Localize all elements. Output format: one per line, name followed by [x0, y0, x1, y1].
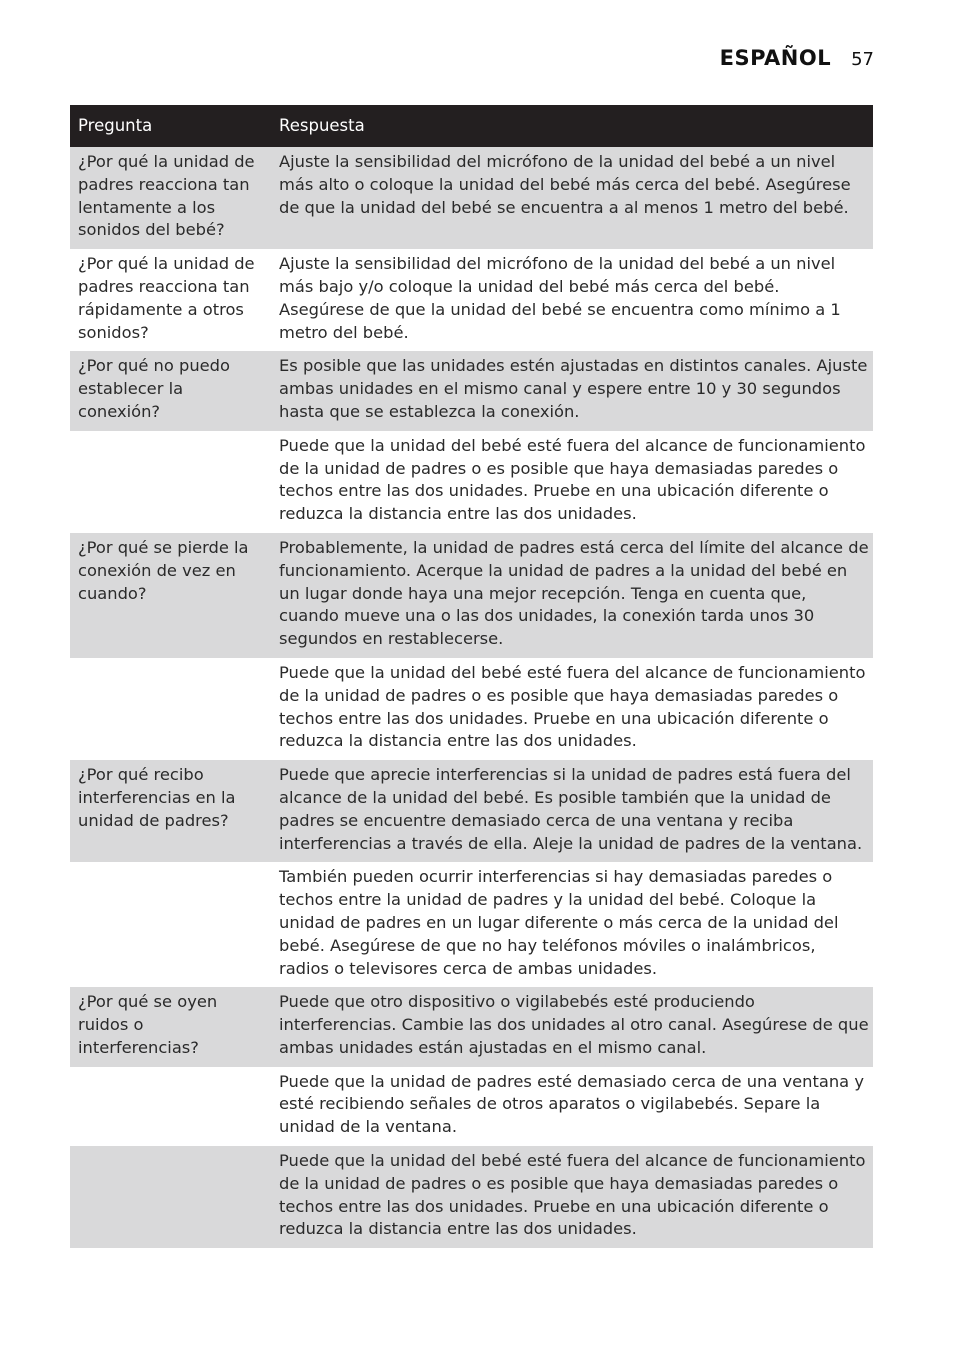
table-row: [70, 760, 873, 862]
table-row: [70, 533, 873, 658]
table-row: [70, 431, 873, 533]
table-header-row: [70, 105, 873, 147]
answer-cell: Puede que la unidad del bebé esté fuera del alcance de funcionamiento de la unidad de padres o es posible que haya demasiadas paredes o techos entre las dos unidades. Pruebe en una ubicación diferente o reduzca la distancia entre las dos unidades.: [272, 431, 873, 533]
column-header-question: Pregunta: [70, 105, 272, 147]
table-row: [70, 862, 873, 987]
question-cell: ¿Por qué la unidad de padres reacciona tan rápidamente a otros sonidos?: [70, 249, 272, 351]
question-cell: [70, 862, 272, 987]
answer-cell: Puede que la unidad del bebé esté fuera del alcance de funcionamiento de la unidad de padres o es posible que haya demasiadas paredes o techos entre las dos unidades. Pruebe en una ubicación diferente o reduzca la distancia entre las dos unidades.: [272, 658, 873, 760]
table-row: [70, 1067, 873, 1146]
table-row: [70, 351, 873, 430]
question-cell: ¿Por qué se oyen ruidos o interferencias?: [70, 987, 272, 1066]
answer-cell: Puede que la unidad del bebé esté fuera del alcance de funcionamiento de la unidad de padres o es posible que haya demasiadas paredes o techos entre las dos unidades. Pruebe en una ubicación diferente o reduzca la distancia entre las dos unidades.: [272, 1146, 873, 1248]
answer-cell: Ajuste la sensibilidad del micrófono de la unidad del bebé a un nivel más alto o coloque la unidad del bebé más cerca del bebé. Asegúrese de que la unidad del bebé se encuentra a al menos 1 metro del bebé.: [272, 147, 873, 249]
table-row: [70, 147, 873, 249]
page-number: 57: [851, 49, 874, 70]
answer-cell: Probablemente, la unidad de padres está cerca del límite del alcance de funcionamiento. Acerque la unidad de padres a la unidad del bebé en un lugar donde haya una mejor recepción. Tenga en cuenta que, cuando mueve una o las dos unidades, la conexión tarda unos 30 segundos en restablecerse.: [272, 533, 873, 658]
question-cell: ¿Por qué no puedo establecer la conexión?: [70, 351, 272, 430]
question-cell: ¿Por qué recibo interferencias en la unidad de padres?: [70, 760, 272, 862]
table-row: [70, 987, 873, 1066]
question-cell: ¿Por qué se pierde la conexión de vez en cuando?: [70, 533, 272, 658]
answer-cell: Ajuste la sensibilidad del micrófono de la unidad del bebé a un nivel más bajo y/o coloque la unidad del bebé más cerca del bebé. Asegúrese de que la unidad del bebé se encuentra como mínimo a 1 metro del bebé.: [272, 249, 873, 351]
answer-cell: Puede que aprecie interferencias si la unidad de padres está fuera del alcance de la unidad del bebé. Es posible también que la unidad de padres se encuentre demasiado cerca de una ventana y reciba interferencias a través de ella. Aleje la unidad de padres de la ventana.: [272, 760, 873, 862]
column-header-answer: Respuesta: [272, 105, 873, 147]
question-cell: [70, 1067, 272, 1146]
table-row: [70, 249, 873, 351]
page-header: [720, 46, 874, 70]
table-row: [70, 1146, 873, 1248]
answer-cell: Es posible que las unidades estén ajustadas en distintos canales. Ajuste ambas unidades en el mismo canal y espere entre 10 y 30 segundos hasta que se establezca la conexión.: [272, 351, 873, 430]
question-cell: [70, 658, 272, 760]
troubleshooting-table: [70, 105, 873, 1248]
answer-cell: También pueden ocurrir interferencias si hay demasiadas paredes o techos entre la unidad de padres y la unidad del bebé. Coloque la unidad de padres en un lugar diferente o más cerca de la unidad del bebé. Asegúrese de que no hay teléfonos móviles o inalámbricos, radios o televisores cerca de ambas unidades.: [272, 862, 873, 987]
question-cell: [70, 1146, 272, 1248]
language-label: ESPAÑOL: [719, 46, 832, 70]
question-cell: ¿Por qué la unidad de padres reacciona tan lentamente a los sonidos del bebé?: [70, 147, 272, 249]
question-cell: [70, 431, 272, 533]
answer-cell: Puede que la unidad de padres esté demasiado cerca de una ventana y esté recibiendo señales de otros aparatos o vigilabebés. Separe la unidad de la ventana.: [272, 1067, 873, 1146]
answer-cell: Puede que otro dispositivo o vigilabebés esté produciendo interferencias. Cambie las dos unidades al otro canal. Asegúrese de que ambas unidades están ajustadas en el mismo canal.: [272, 987, 873, 1066]
table-row: [70, 658, 873, 760]
